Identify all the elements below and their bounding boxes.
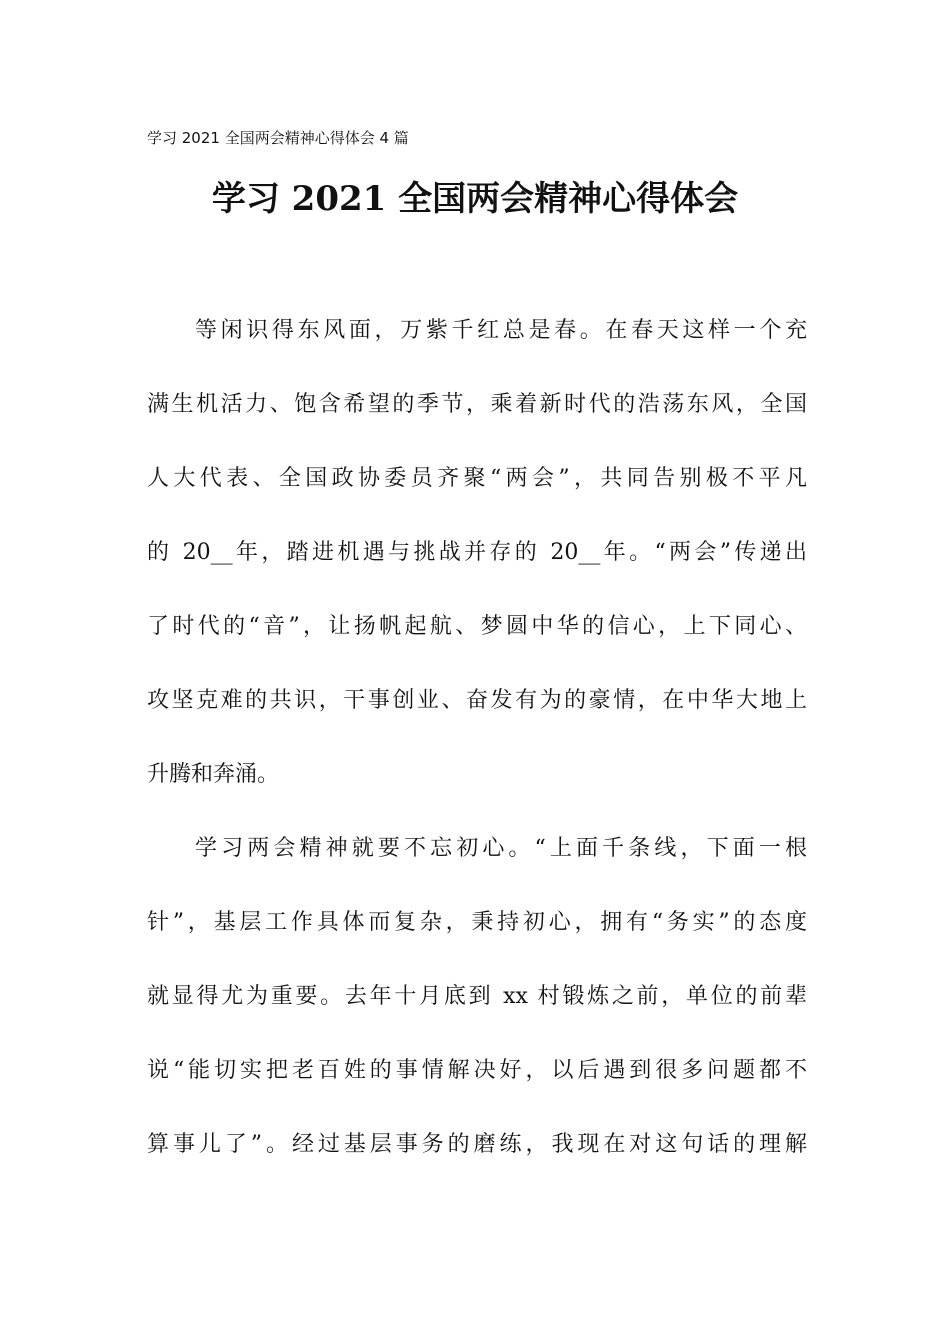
paragraph-2-line-4: 说“能切实把老百姓的事情解决好，以后遇到很多问题都不 bbox=[147, 1058, 807, 1083]
header-note: 学习 2021 全国两会精神心得体会 4 篇 bbox=[147, 129, 409, 147]
body-text bbox=[147, 308, 807, 1196]
paragraph-1-line-4: 的 20__年，踏进机遇与挑战并存的 20__年。“两会”传递出 bbox=[147, 540, 807, 565]
paragraph-1-line-5: 了时代的“音”，让扬帆起航、梦圆中华的信心，上下同心、 bbox=[147, 614, 807, 639]
paragraph-2-line-5: 算事儿了”。经过基层事务的磨练，我现在对这句话的理解 bbox=[147, 1132, 807, 1157]
paragraph-1-line-6: 攻坚克难的共识，干事创业、奋发有为的豪情，在中华大地上 bbox=[147, 688, 807, 713]
paragraph-1-line-1: 等闲识得东风面，万紫千红总是春。在春天这样一个充 bbox=[195, 318, 807, 343]
paragraph-1-line-2: 满生机活力、饱含希望的季节，乘着新时代的浩荡东风，全国 bbox=[147, 392, 807, 417]
paragraph-2-line-1: 学习两会精神就要不忘初心。“上面千条线，下面一根 bbox=[195, 836, 807, 861]
paragraph-2-line-3: 就显得尤为重要。去年十月底到 xx 村锻炼之前，单位的前辈 bbox=[147, 984, 807, 1009]
document-title: 学习 2021 全国两会精神心得体会 bbox=[211, 179, 739, 219]
paragraph-2-line-2: 针”，基层工作具体而复杂，秉持初心，拥有“务实”的态度 bbox=[147, 910, 807, 935]
paragraph-1-line-7: 升腾和奔涌。 bbox=[147, 762, 280, 787]
paragraph-1-line-3: 人大代表、全国政协委员齐聚“两会”，共同告别极不平凡 bbox=[147, 466, 807, 491]
